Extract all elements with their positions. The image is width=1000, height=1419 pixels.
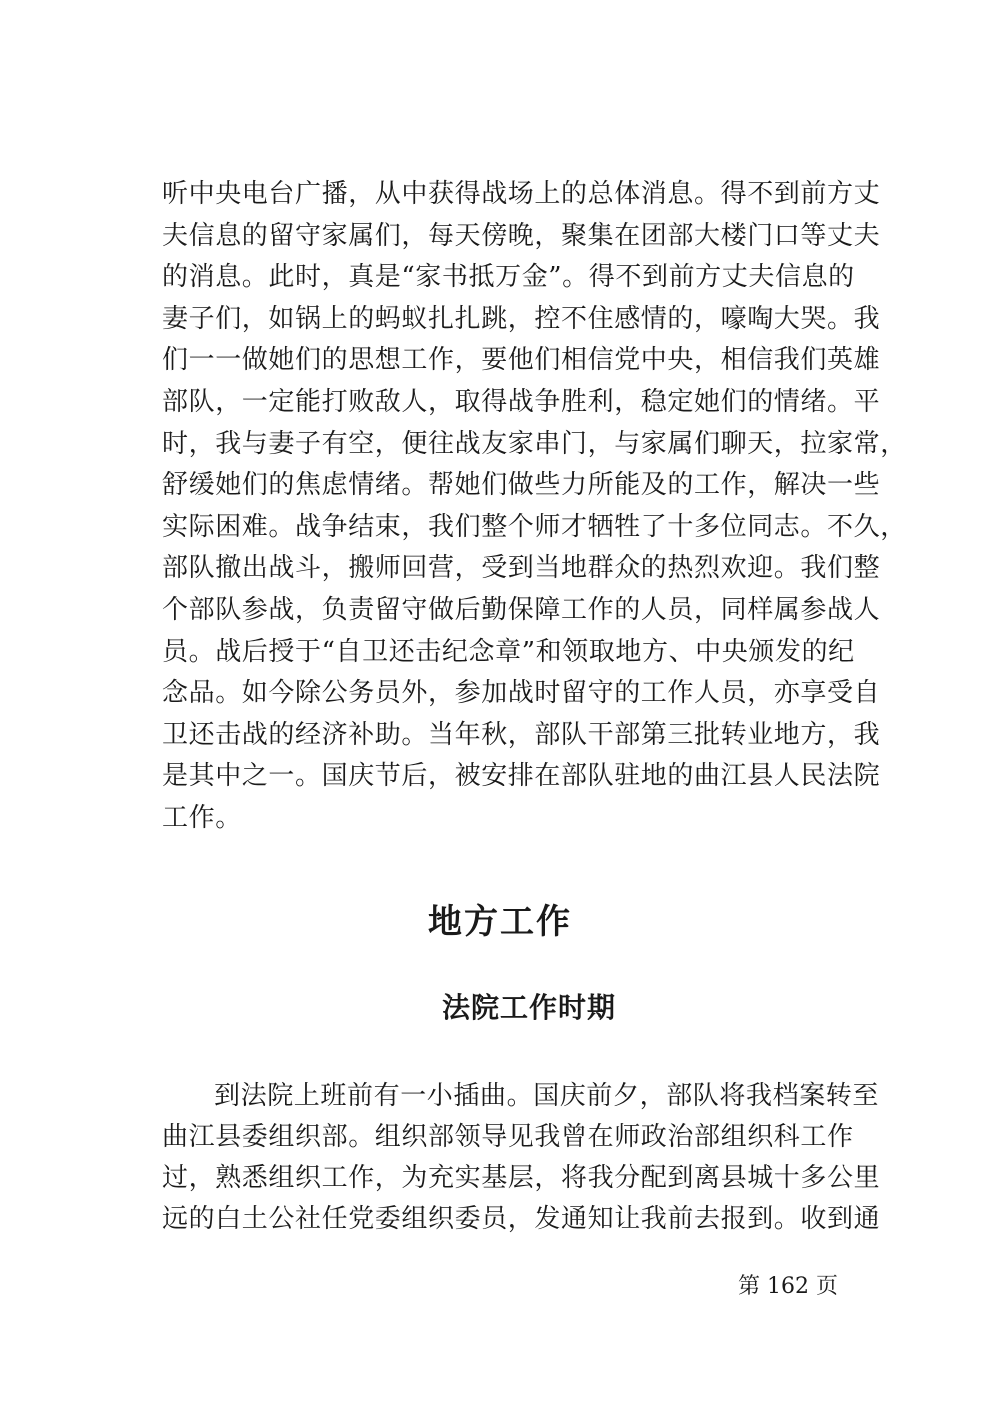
text-line: 舒缓她们的焦虑情绪。帮她们做些力所能及的工作，解决一些 (162, 470, 881, 501)
text-line: 个部队参战，负责留守做后勤保障工作的人员，同样属参战人 (162, 594, 881, 625)
text-line: 们一一做她们的思想工作，要他们相信党中央，相信我们英雄 (162, 345, 881, 376)
text-line: 工作。 (162, 802, 242, 833)
text-line: 卫还击战的经济补助。当年秋，部队干部第三批转业地方，我 (162, 719, 881, 750)
text-line: 远的白土公社任党委组织委员，发通知让我前去报到。收到通 (162, 1204, 881, 1234)
text-line: 时，我与妻子有空，便往战友家串门，与家属们聊天，拉家常， (162, 428, 907, 459)
text-line: 妻子们，如锅上的蚂蚁扎扎跳，控不住感情的，嚎啕大哭。我 (162, 303, 881, 334)
body-paragraph-2 (162, 1076, 881, 1240)
chapter-title: 地方工作 (428, 902, 572, 942)
text-line: 夫信息的留守家属们，每天傍晚，聚集在团部大楼门口等丈夫 (162, 220, 881, 251)
text-line: 是其中之一。国庆节后，被安排在部队驻地的曲江县人民法院 (162, 761, 881, 792)
text-line: 部队，一定能打败敌人，取得战争胜利，稳定她们的情绪。平 (162, 386, 881, 417)
text-line: 过，熟悉组织工作，为充实基层，将我分配到离县城十多公里 (162, 1163, 881, 1193)
text-line: 念品。如今除公务员外，参加战时留守的工作人员，亦享受自 (162, 678, 881, 709)
text-line: 的消息。此时，真是“家书抵万金”。得不到前方丈夫信息的 (162, 262, 855, 293)
text-line: 实际困难。战争结束，我们整个师才牺牲了十多位同志。不久， (162, 511, 907, 542)
text-line: 到法院上班前有一小插曲。国庆前夕，部队将我档案转至 (214, 1081, 880, 1111)
page-number: 第 162 页 (738, 1274, 838, 1299)
text-line: 曲江县委组织部。组织部领导见我曾在师政治部组织科工作 (162, 1122, 854, 1152)
body-paragraph-1 (162, 174, 907, 840)
section-title: 法院工作时期 (441, 991, 616, 1024)
text-line: 部队撤出战斗，搬师回营，受到当地群众的热烈欢迎。我们整 (162, 553, 881, 584)
text-line: 听中央电台广播，从中获得战场上的总体消息。得不到前方丈 (162, 179, 881, 209)
text-line: 员。战后授于“自卫还击纪念章”和领取地方、中央颁发的纪 (162, 636, 855, 667)
